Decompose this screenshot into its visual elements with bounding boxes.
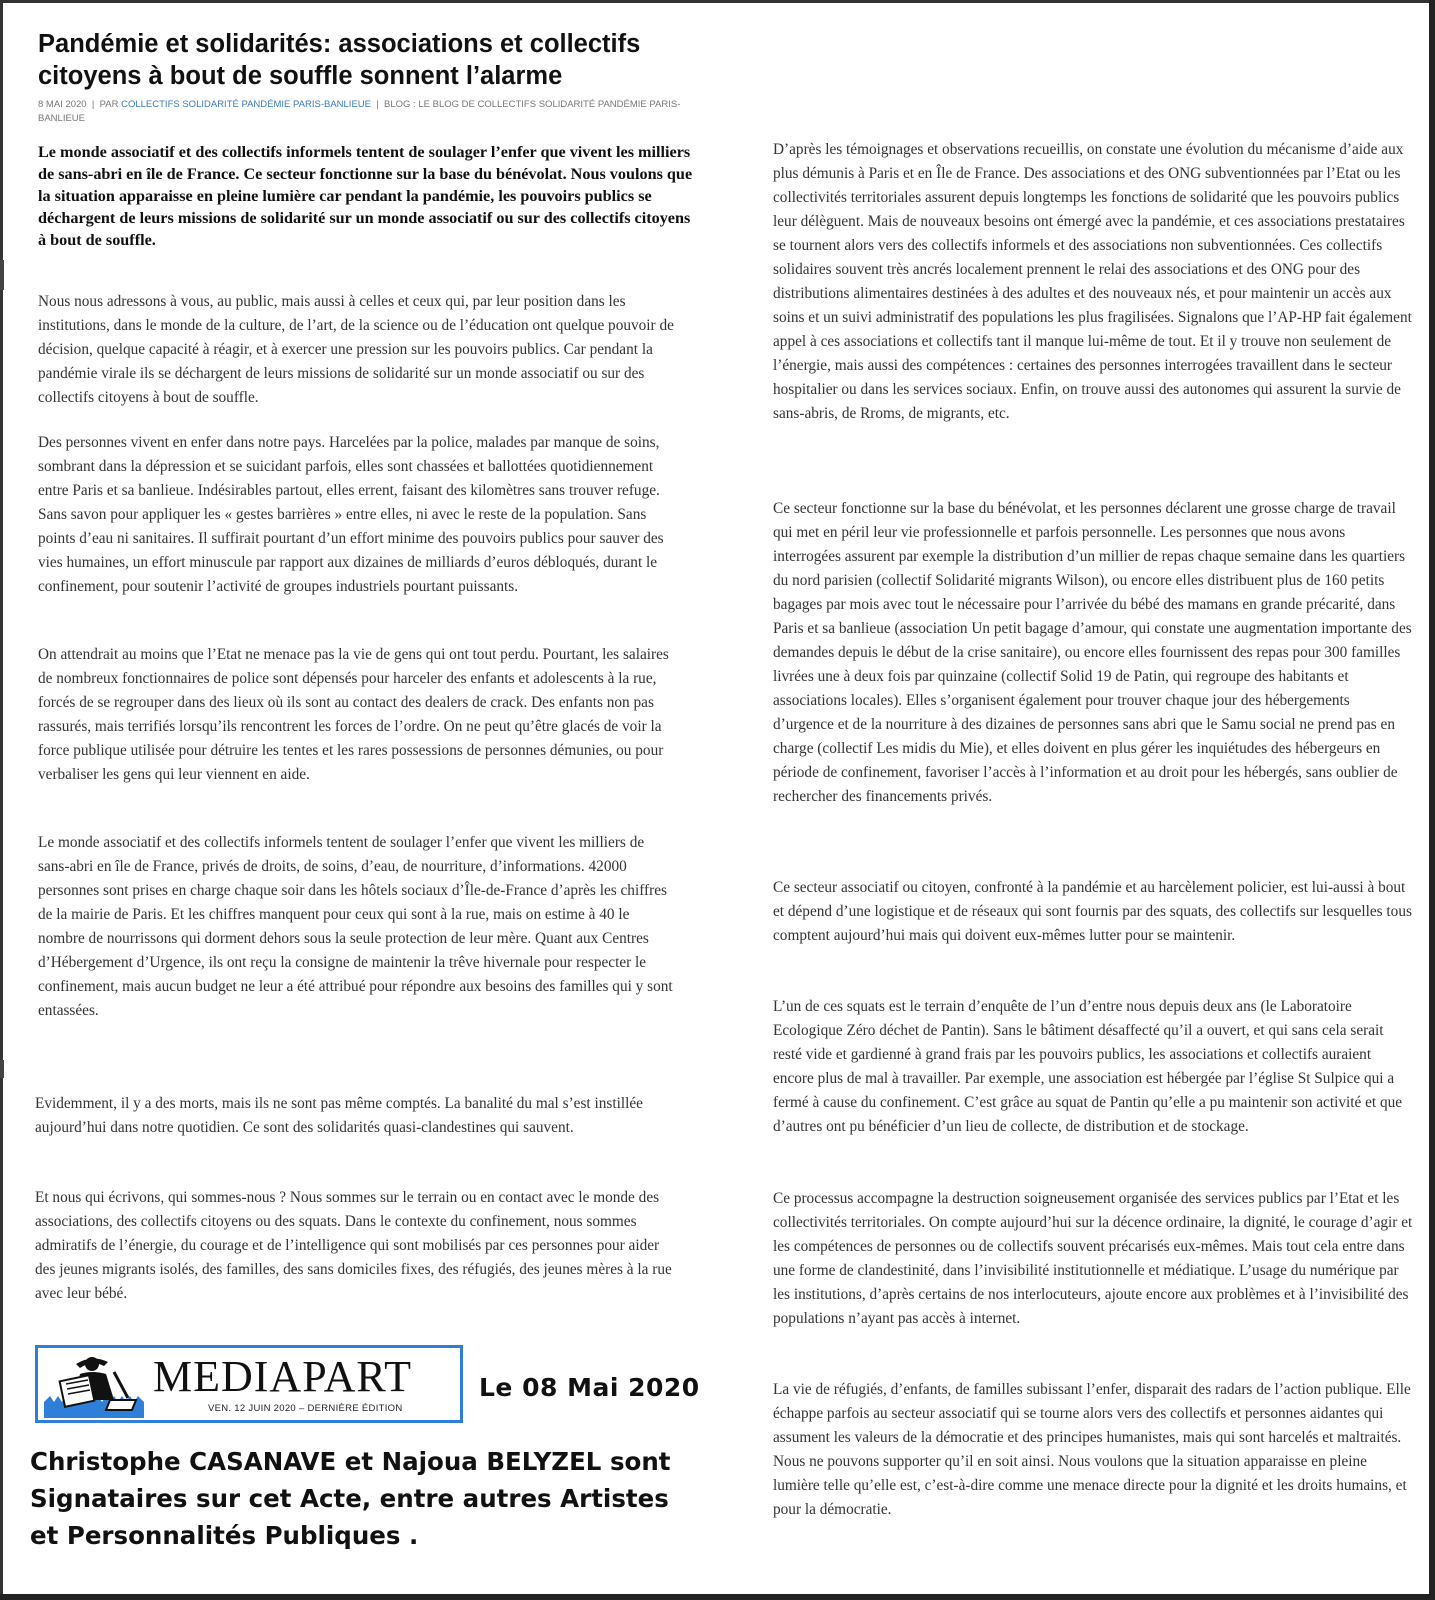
right-paragraph-3: Ce secteur associatif ou citoyen, confronté à la pandémie et au harcèlement policier, est lui-aussi à bout et dépend d’une logistique et de réseaux qui sont fournis par des squats, des collectifs sur lesquelles tous comptent aujourd’hui mais qui doivent eux-mêmes lutter pour se maintenir. <box>773 879 1412 944</box>
article-lead: Le monde associatif et des collectifs informels tentent de soulager l’enfer que vivent les milliers de sans-abri en île de France. Ce secteur fonctionne sur la base du bénévolat. Nous voulons que la situation apparaisse en pleine lumière car pendant la pandémie, les pouvoirs publics se déchargent de leurs missions de solidarité sur un monde associatif ou sur des collectifs citoyens à bout de souffle. <box>38 143 693 249</box>
signatories-line: Christophe CASANAVE et Najoua BELYZEL sont <box>30 1447 671 1476</box>
left-paragraph-5: Evidemment, il y a des morts, mais ils ne sont pas même comptés. La banalité du mal s’est instillée aujourd’hui dans notre quotidien. Ce sont des solidarités quasi-clandestines qui sauvent. <box>35 1095 643 1136</box>
newspaper-reader-icon <box>44 1352 144 1418</box>
meta-by: PAR <box>99 99 119 110</box>
signatories-line: Signataires sur cet Acte, entre autres Artistes <box>30 1484 669 1513</box>
left-paragraph-3: On attendrait au moins que l’Etat ne menace pas la vie de gens qui ont tout perdu. Pourtant, les salaires de nombreux fonctionnaires de police sont dépensés pour harceler des enfants et adolescents à la rue, forcés de se regrouper dans des lieux où ils sont au contact des dealers de crack. Des enfants non pas rassurés, mais terrifiés lorsqu’ils rencontrent les forces de l’ordre. On ne peut qu’être glacés de voir la force publique utilisée pour détruire les tentes et les rares possessions de personnes démunies, ou pour verbaliser les gens qui leur viennent en aide. <box>38 646 669 783</box>
right-paragraph-2: Ce secteur fonctionne sur la base du bénévolat, et les personnes déclarent une grosse charge de travail qui met en péril leur vie professionnelle et parfois personnelle. Les personnes que nous avons interrogées assurent par exemple la distribution d’un millier de repas chaque semaine dans les quartiers du nord parisien (collectif Solidarité migrants Wilson), ou encore elles distribuent plus de 160 petits bagages par mois avec tout le nécessaire pour l’arrivée du bébé des mamans en grande précarité, dans Paris et sa banlieue (association Un petit bagage d’amour, qui constate une augmentation importante des demandes depuis le début de la crise sanitaire), ou encore elles fournissent des repas pour 300 familles livrées une à deux fois par quinzaine (collectif Solid 19 de Patin, qui regroupe des habitants et associations locales). Elles s’organisent également pour trouver chaque jour des hébergements d’urgence et de la nourriture à des dizaines de personnes sans abri que le Samu social ne prend pas en charge (collectif Les midis du Mie), et elles doivent en plus gérer les inquiétudes des hébergeurs en période de confinement, favoriser l’accès à l’information et au droit pour les hébergés, sans oublier de rechercher des financements privés. <box>773 500 1412 805</box>
meta-date: 8 MAI 2020 <box>38 99 87 110</box>
right-paragraph-1: D’après les témoignages et observations recueillis, on constate une évolution du mécanisme d’aide aux plus démunis à Paris et en Île de France. Des associations et des ONG subventionnées par l’Etat ou les collectivités territoriales assurent depuis longtemps les fonctions de solidarité que les pouvoirs publics leur délèguent. Mais de nouveaux besoins ont émergé avec la pandémie, et ces associations prestataires se tournent alors vers des collectifs informels et des associations non subventionnées. Ces collectifs solidaires souvent très ancrés localement prennent le relai des associations et des ONG pour des distributions alimentaires destinées à des adultes et des nouveaux nés, et pour maintenir un accès aux soins et un suivi administratif des populations les plus fragilisées. Signalons que l’AP-HP fait également appel à ces associations et collectifs tant il manque lui-même de tout. Et il y trouve non seulement de l’énergie, mais aussi des compétences : certaines des personnes interrogées travaillent dans le secteur hospitalier ou dans les services sociaux. Enfin, on trouve aussi des autonomes qui assurent la survie de sans-abris, de Rroms, de migrants, etc. <box>773 141 1412 422</box>
meta-blog-prefix: BLOG : <box>384 99 416 110</box>
frame-mark <box>0 1060 4 1078</box>
article-title: Pandémie et solidarités: associations et collectifs citoyens à bout de souffle sonnent l’alarme <box>38 30 641 90</box>
right-paragraph-5: Ce processus accompagne la destruction soigneusement organisée des services publics par l’Etat et les collectivités territoriales. On compte aujourd’hui sur la décence ordinaire, la dignité, le courage d’agir et les compétences de personnes ou de collectifs souvent précarisés eux-mêmes. Mais tout cela entre dans une forme de clandestinité, dans l’invisibilité institutionnelle et médiatique. L’usage du numérique par les institutions, d’après certains de nos interlocuteurs, ajoute encore aux problèmes et à l’invisibilité des populations n’ayant pas accès à internet. <box>773 1190 1413 1327</box>
right-paragraph-4: L’un de ces squats est le terrain d’enquête de l’un d’entre nous depuis deux ans (le Laboratoire Ecologique Zéro déchet de Pantin). Sans le bâtiment désaffecté qu’il a ouvert, et qui sans cela serait resté vide et gardienné à grand frais par les pouvoirs publics, les associations et collectifs auraient encore plus de mal à travailler. Par exemple, une association est hébergée par l’église St Sulpice qui a fermé à cause du confinement. C’est grâce au squat de Pantin qu’elle a pu maintenir son activité et que d’autres ont pu bénéficier d’un lieu de collecte, de distribution et de stockage. <box>773 998 1403 1135</box>
frame-mark <box>0 260 4 290</box>
publication-date-note: Le 08 Mai 2020 <box>479 1373 700 1402</box>
left-paragraph-6: Et nous qui écrivons, qui sommes-nous ? Nous sommes sur le terrain ou en contact avec le monde des associations, des collectifs citoyens ou des squats. Dans le contexte du confinement, nous sommes admiratifs de l’énergie, du courage et de l’intelligence qui sont mobilisés par ces personnes pour aider des jeunes migrants isolés, des familles, des sans domiciles fixes, des réfugiés, des jeunes mères à la rue avec leur bébé. <box>35 1189 672 1302</box>
mediapart-edition: VEN. 12 JUIN 2020 – DERNIÈRE ÉDITION <box>208 1403 403 1414</box>
signatories-note <box>30 1443 720 1554</box>
signatories-line: et Personnalités Publiques . <box>30 1521 419 1550</box>
left-paragraph-4: Le monde associatif et des collectifs informels tentent de soulager l’enfer que vivent les milliers de sans-abri en île de France, privés de droits, de soins, d’eau, de nourriture, d’informations. 42000 personnes sont prises en charge chaque soir dans les hôtels sociaux d’Île-de-France d’après les chiffres de la mairie de Paris. Et les chiffres manquent pour ceux qui sont à la rue, mais on estime à 40 le nombre de nourrissons qui dorment dehors sous la seule protection de leur mère. Quant aux Centres d’Hébergement d’Urgence, ils ont reçu la consigne de maintenir la trêve hivernale pour respecter le confinement, mais aucun budget ne leur a été attribué pour répondre aux besoins des familles qui y sont entassées. <box>38 834 673 1019</box>
left-paragraph-2: Des personnes vivent en enfer dans notre pays. Harcelées par la police, malades par manque de soins, sombrant dans la dépression et se suicidant parfois, elles sont chassées et ballottées quotidiennement entre Paris et sa banlieue. Indésirables partout, elles errent, faisant des kilomètres sans trouver refuge. Sans savon pour appliquer les « gestes barrières » entre elles, ni avec le reste de la population. Sans points d’eau ni sanitaires. Il suffirait pourtant d’un effort minime des pouvoirs publics pour sauver des vies humaines, un effort minuscule par rapport aux dizaines de milliards d’euros débloqués, durant le confinement, pour soutenir l’activité de groupes industriels pourtant puissants. <box>38 434 664 595</box>
left-paragraph-1: Nous nous adressons à vous, au public, mais aussi à celles et ceux qui, par leur position dans les institutions, dans le monde de la culture, de l’art, de la science ou de l’éducation ont quelque pouvoir de décision, quelque capacité à réagir, et à exercer une pression sur les pouvoirs publics. Car pendant la pandémie virale ils se déchargent de leurs missions de solidarité sur un monde associatif ou sur des collectifs citoyens à bout de souffle. <box>38 293 674 406</box>
blog-link[interactable]: LE BLOG DE COLLECTIFS SOLIDARITÉ PANDÉMIE PARIS-BANLIEUE <box>38 99 681 124</box>
right-paragraph-6: La vie de réfugiés, d’enfants, de familles subissant l’enfer, disparait des radars de l’action publique. Elle échappe parfois au secteur associatif qui se tourne alors vers des collectifs et personnes aidantes qui assument les valeurs de la démocratie et des principes humanistes, mais qui sont harcelés et maltraités. Nous ne pouvons supporter qu’il en soit ainsi. Nous voulons que la situation apparaisse en pleine lumière telle qu’elle est, c’est-à-dire comme une menace directe pour la dignité et les droits humains, et pour la démocratie. <box>773 1381 1411 1518</box>
article-meta: 8 MAI 2020 | PAR COLLECTIFS SOLIDARITÉ PANDÉMIE PARIS-BANLIEUE | BLOG : LE BLOG DE COLLECTIFS SOLIDARITÉ PANDÉMIE PARIS-BANLIEUE <box>38 99 681 124</box>
mediapart-logo-text: MEDIAPART <box>153 1352 412 1401</box>
mediapart-masthead <box>35 1345 463 1423</box>
author-link[interactable]: COLLECTIFS SOLIDARITÉ PANDÉMIE PARIS-BANLIEUE <box>121 99 371 110</box>
